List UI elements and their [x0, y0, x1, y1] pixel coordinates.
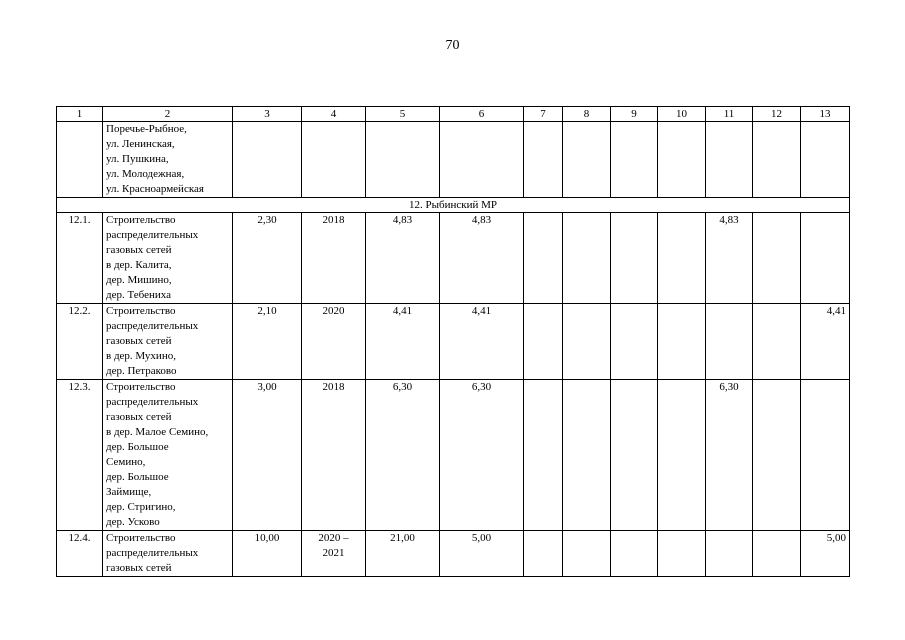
row-number: 12.4.: [57, 531, 103, 577]
cell-c5: 6,30: [366, 380, 440, 531]
name-line: Строительство: [106, 532, 176, 544]
name-line: в дер. Мухино,: [106, 350, 176, 362]
col-header-10: 10: [658, 107, 706, 122]
name-line: дер. Большое: [106, 471, 169, 483]
cell-c13: [801, 380, 850, 531]
col-header-12: 12: [753, 107, 801, 122]
row-number: 12.1.: [57, 213, 103, 304]
col-header-4: 4: [302, 107, 366, 122]
col-header-7: 7: [524, 107, 563, 122]
name-line: дер. Усково: [106, 516, 160, 528]
table-row: [57, 531, 850, 577]
row-name: [103, 304, 233, 380]
cell-c13: [801, 213, 850, 304]
cell-c12: [753, 304, 801, 380]
cell-c9: [611, 213, 658, 304]
row-number: 12.2.: [57, 304, 103, 380]
name-line: ул. Красноармейская: [106, 183, 204, 195]
cell-c10: [658, 304, 706, 380]
page-number: 70: [445, 38, 460, 53]
table-row: [57, 304, 850, 380]
cell-c10: [658, 213, 706, 304]
cell-c4: 2020: [302, 304, 366, 380]
cell-c8: [563, 304, 611, 380]
cell-c5: 21,00: [366, 531, 440, 577]
name-line: ул. Пушкина,: [106, 153, 169, 165]
col-header-2: 2: [103, 107, 233, 122]
cell-c11: [706, 531, 753, 577]
row-name: [103, 213, 233, 304]
row-name: [103, 531, 233, 577]
name-line: Займище,: [106, 486, 152, 498]
cell-c7: [524, 304, 563, 380]
row-name: [103, 380, 233, 531]
name-line: газовых сетей: [106, 244, 172, 256]
name-line: газовых сетей: [106, 562, 172, 574]
name-line: Строительство: [106, 381, 176, 393]
name-line: распределительных: [106, 396, 199, 408]
cell-c7: [524, 380, 563, 531]
cell-c3: 3,00: [233, 380, 302, 531]
name-line: ул. Молодежная,: [106, 168, 185, 180]
section-title: 12. Рыбинский МР: [57, 198, 850, 213]
name-line: распределительных: [106, 547, 199, 559]
cell-c13: 4,41: [801, 304, 850, 380]
name-line: Строительство: [106, 214, 176, 226]
name-line: дер. Стригино,: [106, 501, 176, 513]
name-line: дер. Тебениха: [106, 289, 172, 301]
name-line: в дер. Малое Семино,: [106, 426, 209, 438]
cell-c7: [524, 531, 563, 577]
name-line: газовых сетей: [106, 335, 172, 347]
cell-c13: 5,00: [801, 531, 850, 577]
cell-c10: [658, 531, 706, 577]
column-number-row: [57, 107, 850, 122]
cell-c6: 6,30: [440, 380, 524, 531]
cell-c12: [753, 213, 801, 304]
name-line: ул. Ленинская,: [106, 138, 175, 150]
row-number: 12.3.: [57, 380, 103, 531]
col-header-5: 5: [366, 107, 440, 122]
cell-c5: 4,83: [366, 213, 440, 304]
cell-c4: 2018: [302, 380, 366, 531]
table-row: [57, 213, 850, 304]
col-header-13: 13: [801, 107, 850, 122]
cell-c8: [563, 380, 611, 531]
cell-c11: [706, 304, 753, 380]
cell-c6: 4,83: [440, 213, 524, 304]
name-line: дер. Петраково: [106, 365, 177, 377]
cell-c7: [524, 213, 563, 304]
table-row: [57, 380, 850, 531]
cell-c8: [563, 531, 611, 577]
col-header-9: 9: [611, 107, 658, 122]
name-line: Поречье-Рыбное,: [106, 123, 187, 135]
cell-c9: [611, 304, 658, 380]
cell-c8: [563, 213, 611, 304]
name-line: Строительство: [106, 305, 176, 317]
cell-c5: 4,41: [366, 304, 440, 380]
col-header-1: 1: [57, 107, 103, 122]
row-name: [103, 122, 233, 198]
table-row: [57, 122, 850, 198]
name-line: в дер. Калита,: [106, 259, 172, 271]
cell-c3: 2,10: [233, 304, 302, 380]
year-range-line: 2021: [322, 547, 345, 559]
name-line: дер. Мишино,: [106, 274, 172, 286]
year-range-line: 2020 –: [318, 532, 349, 544]
cell-c12: [753, 531, 801, 577]
cell-c3: 10,00: [233, 531, 302, 577]
col-header-8: 8: [563, 107, 611, 122]
col-header-3: 3: [233, 107, 302, 122]
investment-table: [56, 106, 850, 577]
cell-c9: [611, 531, 658, 577]
cell-c10: [658, 380, 706, 531]
cell-c12: [753, 380, 801, 531]
cell-c3: 2,30: [233, 213, 302, 304]
name-line: газовых сетей: [106, 411, 172, 423]
cell-c4: 2018: [302, 213, 366, 304]
cell-c4: [302, 531, 366, 577]
cell-c11: 4,83: [706, 213, 753, 304]
cell-c11: 6,30: [706, 380, 753, 531]
name-line: Семино,: [106, 456, 146, 468]
col-header-11: 11: [706, 107, 753, 122]
cell-c6: 5,00: [440, 531, 524, 577]
cell-c6: 4,41: [440, 304, 524, 380]
section-row: [57, 198, 850, 213]
name-line: распределительных: [106, 320, 199, 332]
name-line: распределительных: [106, 229, 199, 241]
col-header-6: 6: [440, 107, 524, 122]
name-line: дер. Большое: [106, 441, 169, 453]
cell-c9: [611, 380, 658, 531]
